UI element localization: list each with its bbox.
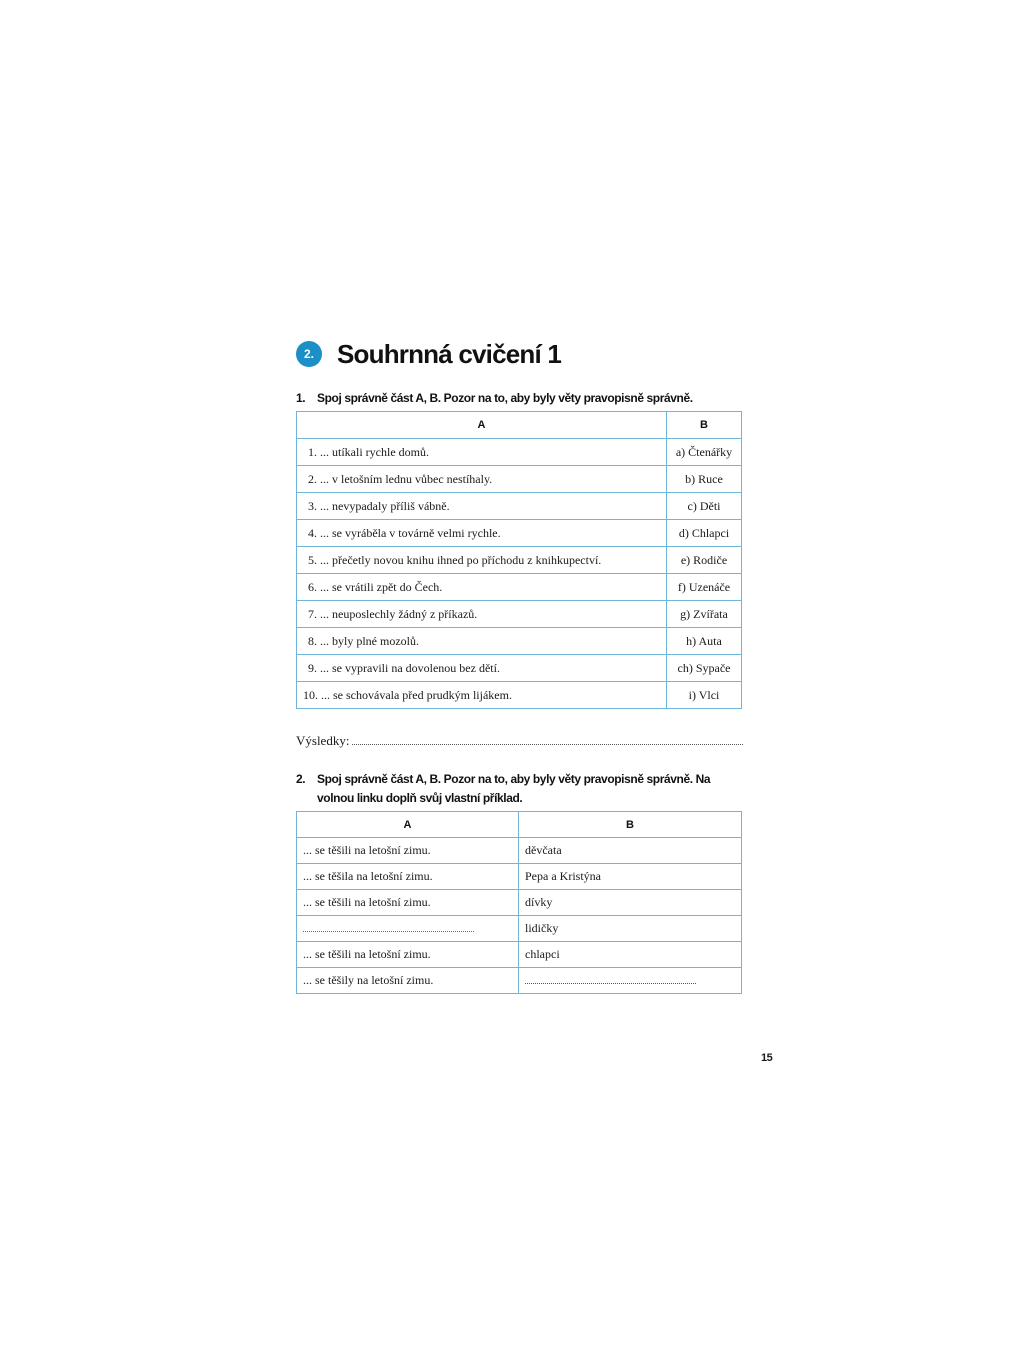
table-row (297, 838, 742, 864)
exercise1-number: 1. (296, 391, 306, 405)
sentence-part-a: ... se těšila na letošní zimu. (297, 864, 519, 890)
table-row (297, 547, 742, 574)
exercise1-instruction (296, 389, 746, 408)
table-row (297, 439, 742, 466)
exercise2-instruction-text: Spoj správně část A, B. Pozor na to, aby byly věty pravopisně správně. Na volnou linku doplň svůj vlastní příklad. (317, 772, 711, 805)
sentence-part-b: d) Chlapci (667, 520, 742, 547)
exercise1-table (296, 411, 742, 709)
sentence-part-a: 3. ... nevypadaly příliš vábně. (297, 493, 667, 520)
table-row (297, 890, 742, 916)
sentence-part-a: ... se těšili na letošní zimu. (297, 942, 519, 968)
sentence-part-b: c) Děti (667, 493, 742, 520)
sentence-part-b: lidičky (519, 916, 742, 942)
sentence-part-a: ... se těšili na letošní zimu. (297, 890, 519, 916)
table-row (297, 942, 742, 968)
blank-cell-b[interactable] (519, 968, 742, 994)
table-row (297, 628, 742, 655)
table-row (297, 655, 742, 682)
table-row (297, 601, 742, 628)
page-number: 15 (761, 1052, 773, 1064)
sentence-part-a: 4. ... se vyráběla v továrně velmi rychle. (297, 520, 667, 547)
sentence-part-a: ... se těšili na letošní zimu. (297, 838, 519, 864)
column-header-b: B (519, 812, 742, 838)
table-row (297, 682, 742, 709)
table-row (297, 916, 742, 942)
results-label: Výsledky: (296, 733, 350, 748)
sentence-part-a: 1. ... utíkali rychle domů. (297, 439, 667, 466)
sentence-part-a: 9. ... se vypravili na dovolenou bez dětí. (297, 655, 667, 682)
sentence-part-a: 8. ... byly plné mozolů. (297, 628, 667, 655)
table-row (297, 466, 742, 493)
table-row (297, 520, 742, 547)
table-row (297, 574, 742, 601)
sentence-part-b: dívky (519, 890, 742, 916)
exercise2-table (296, 811, 742, 994)
sentence-part-b: Pepa a Kristýna (519, 864, 742, 890)
column-header-b: B (667, 412, 742, 439)
sentence-part-b: h) Auta (667, 628, 742, 655)
column-header-a: A (297, 412, 667, 439)
column-header-a: A (297, 812, 519, 838)
sentence-part-a: ... se těšily na letošní zimu. (297, 968, 519, 994)
sentence-part-b: a) Čtenářky (667, 439, 742, 466)
sentence-part-b: b) Ruce (667, 466, 742, 493)
sentence-part-b: chlapci (519, 942, 742, 968)
sentence-part-a: 10. ... se schovávala před prudkým lijákem. (297, 682, 667, 709)
sentence-part-a: 5. ... přečetly novou knihu ihned po příchodu z knihkupectví. (297, 547, 667, 574)
fill-in-line[interactable] (525, 973, 696, 984)
results-line (296, 733, 743, 749)
exercise1-instruction-text: Spoj správně část A, B. Pozor na to, aby byly věty pravopisně správně. (317, 391, 693, 405)
sentence-part-a: 2. ... v letošním lednu vůbec nestíhaly. (297, 466, 667, 493)
exercise2-instruction (296, 770, 746, 808)
results-answer-line[interactable] (352, 736, 743, 745)
sentence-part-a: 7. ... neuposlechly žádný z příkazů. (297, 601, 667, 628)
section-header (296, 338, 561, 370)
table-row (297, 968, 742, 994)
sentence-part-b: f) Uzenáče (667, 574, 742, 601)
sentence-part-b: děvčata (519, 838, 742, 864)
table-row (297, 493, 742, 520)
table-row (297, 864, 742, 890)
page-title: Souhrnná cvičení 1 (337, 338, 562, 369)
exercise2-number: 2. (296, 772, 306, 786)
blank-cell-a[interactable] (297, 916, 519, 942)
sentence-part-b: g) Zvířata (667, 601, 742, 628)
fill-in-line[interactable] (303, 921, 474, 932)
section-number-badge: 2. (296, 341, 322, 367)
sentence-part-b: i) Vlci (667, 682, 742, 709)
sentence-part-b: e) Rodiče (667, 547, 742, 574)
sentence-part-a: 6. ... se vrátili zpět do Čech. (297, 574, 667, 601)
sentence-part-b: ch) Sypače (667, 655, 742, 682)
